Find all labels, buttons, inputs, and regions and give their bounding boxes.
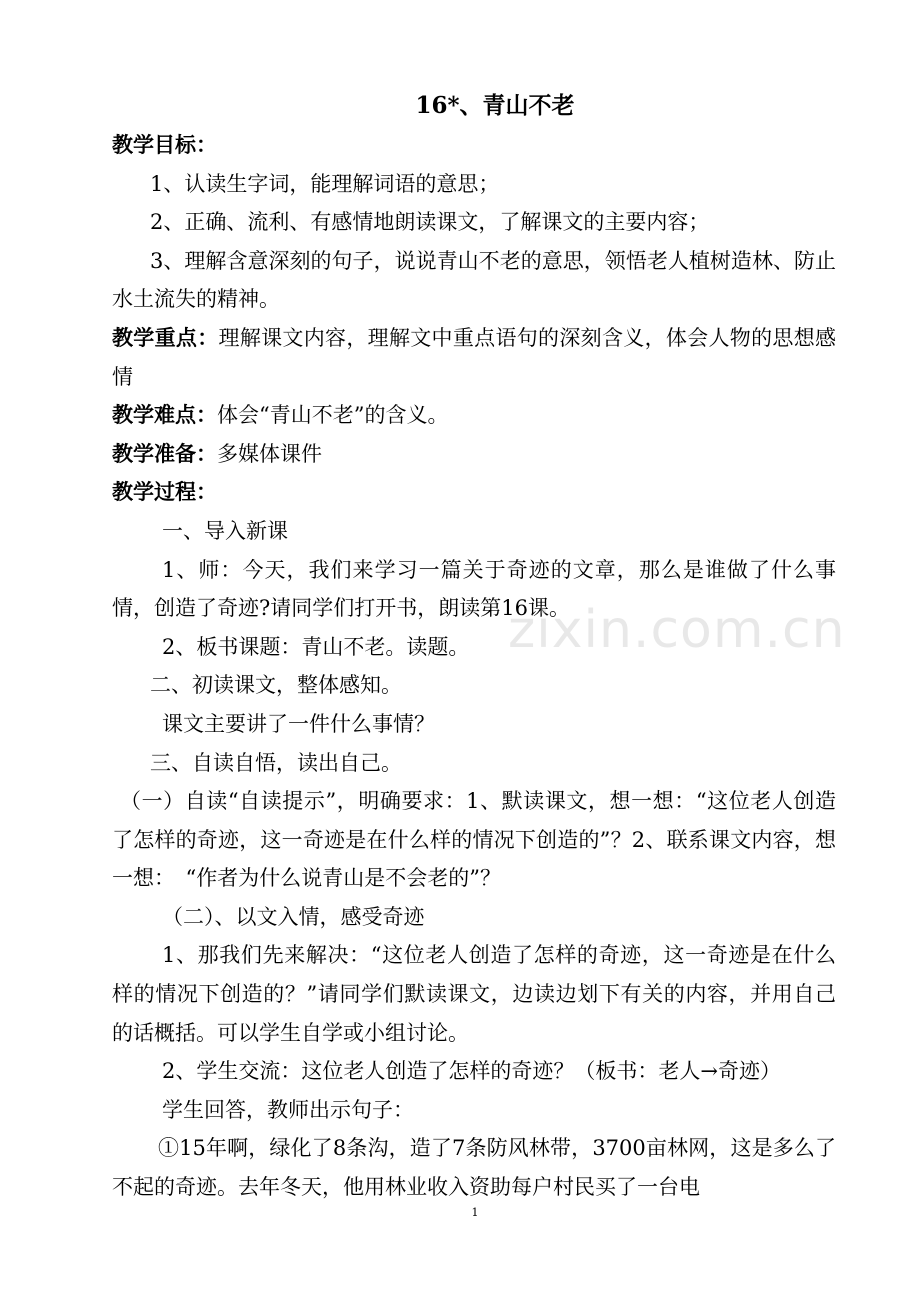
document-body <box>112 126 836 1207</box>
difficulty-section <box>112 396 836 435</box>
preparation-section <box>112 435 836 474</box>
preparation-text: 多媒体课件 <box>217 441 322 466</box>
process-paragraph: （一）自读“自读提示”，明确要求：1、默读课文，想一想：“这位老人创造了怎样的奇迹，这一奇迹是在什么样的情况下创造的”？2、联系课文内容，想一想： “作者为什么说青山是不会老的”？ <box>112 789 836 891</box>
process-paragraph: 1、师：今天，我们来学习一篇关于奇迹的文章，那么是谁做了什么事情，创造了奇迹?请同学们打开书，朗读第16课。 <box>112 557 836 621</box>
process-paragraph: 课文主要讲了一件什么事情？ <box>162 711 435 736</box>
process-paragraph: （二）、以文入情，感受奇迹 <box>162 904 425 929</box>
process-paragraph: 2、学生交流：这位老人创造了怎样的奇迹？（板书：老人→奇迹） <box>162 1059 781 1084</box>
page-number: 1 <box>471 1206 479 1219</box>
process-paragraph: 2、板书课题：青山不老。读题。 <box>162 634 470 659</box>
difficulty-label: 教学难点： <box>112 402 217 428</box>
preparation-label: 教学准备： <box>112 440 217 466</box>
objectives-heading <box>112 126 836 165</box>
objectives-label: 教学目标： <box>112 132 217 157</box>
objective-item: 3、理解含意深刻的句子，说说青山不老的意思，领悟老人植树造林、防止水土流失的精神。 <box>112 248 836 312</box>
process-paragraph: 一、导入新课 <box>162 518 288 543</box>
process-heading <box>112 473 836 512</box>
difficulty-text: 体会“青山不老”的含义。 <box>217 403 449 428</box>
key-point-section <box>112 319 836 396</box>
watermark: zixin.com.cn <box>508 600 846 660</box>
process-label: 教学过程： <box>112 479 217 505</box>
document-title: 16*、青山不老 <box>415 92 575 119</box>
key-point-text: 理解课文内容，理解文中重点语句的深刻含义，体会人物的思想感情 <box>112 325 836 389</box>
process-paragraph: ①15年啊，绿化了8条沟，造了7条防风林带，3700亩林网，这是多么了不起的奇迹。去年冬天，他用林业收入资助每户村民买了一台电 <box>112 1136 836 1200</box>
process-paragraph: 二、初读课文，整体感知。 <box>150 673 402 698</box>
objective-item: 2、正确、流利、有感情地朗读课文，了解课文的主要内容； <box>150 210 710 235</box>
process-paragraph: 1、那我们先来解决：“这位老人创造了怎样的奇迹，这一奇迹是在什么样的情况下创造的？”请同学们默读课文，边读边划下有关的内容，并用自己的话概括。可以学生自学或小组讨论。 <box>112 943 836 1045</box>
process-paragraph: 三、自读自悟，读出自己。 <box>150 750 402 775</box>
key-point-label: 教学重点： <box>112 324 219 350</box>
process-paragraph: 学生回答，教师出示句子： <box>162 1097 414 1122</box>
objective-item: 1、认读生字词，能理解词语的意思； <box>150 171 500 196</box>
